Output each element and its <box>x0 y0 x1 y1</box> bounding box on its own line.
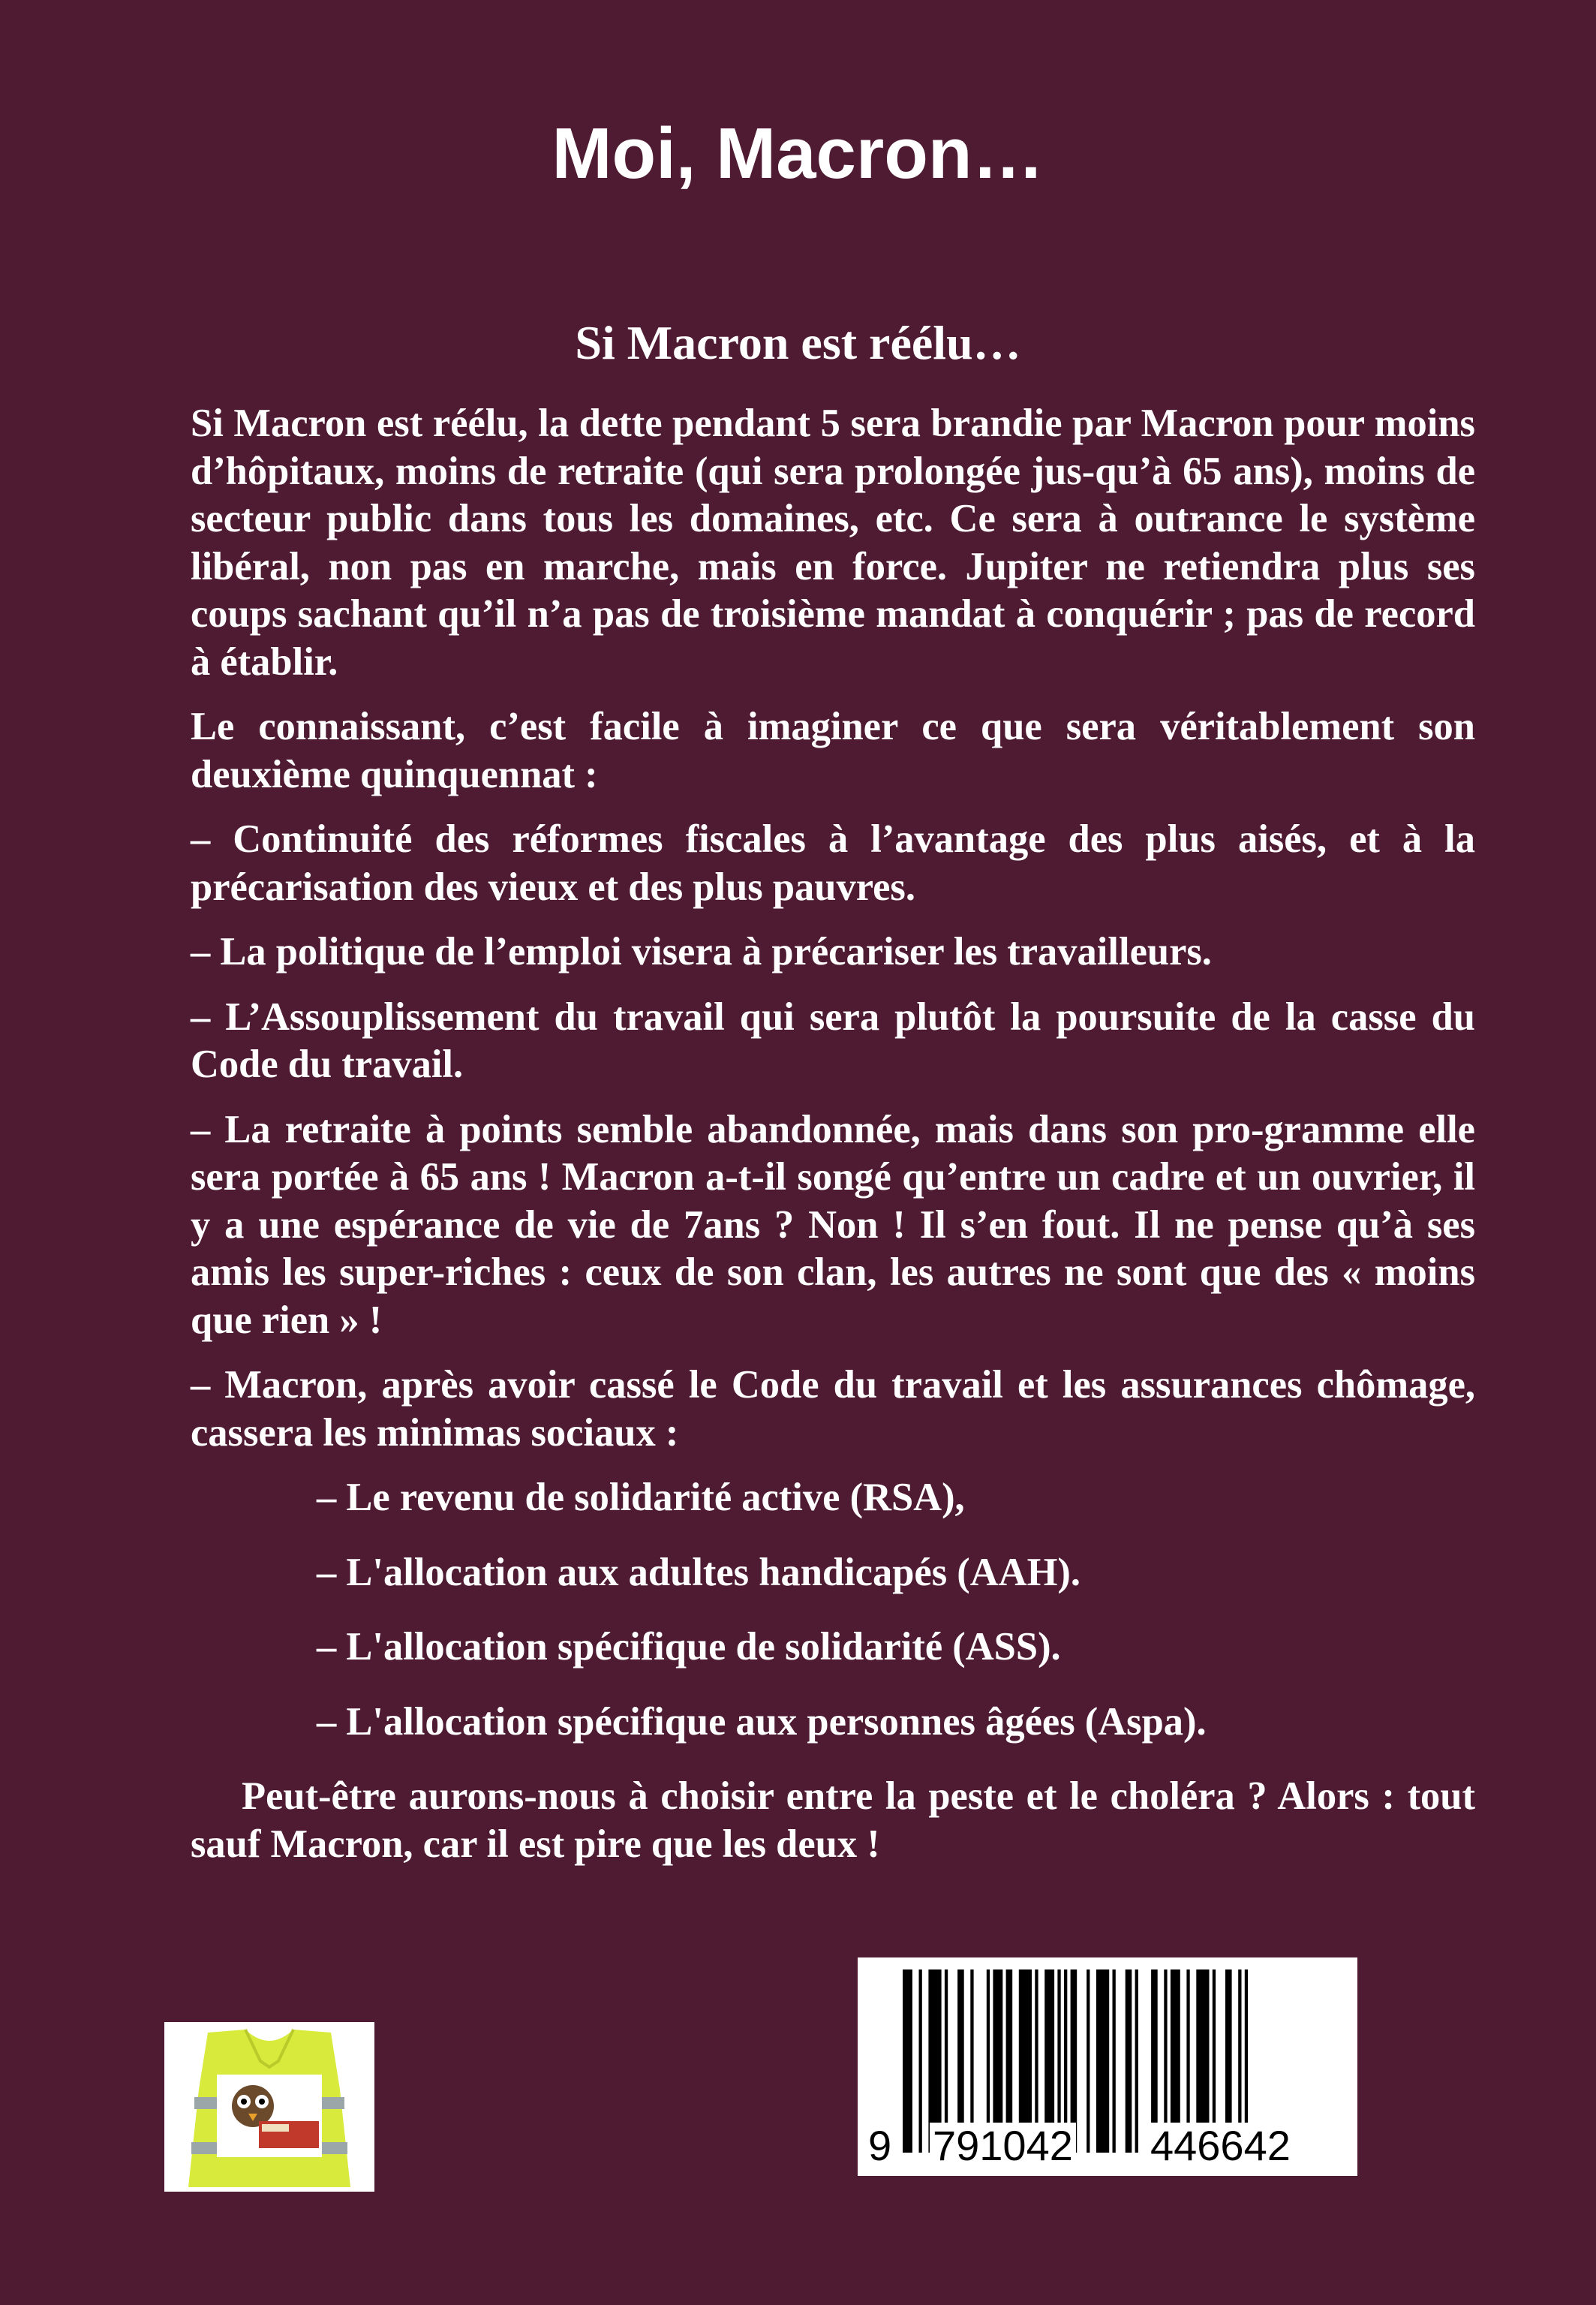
yellow-vest-logo-icon <box>164 2022 374 2192</box>
point-social-minima: – Macron, après avoir cassé le Code du travail et les assurances chômage, cassera les minimas sociaux : <box>191 1363 1475 1455</box>
barcode-digits-left: 791042 <box>930 2123 1076 2169</box>
barcode-bar <box>1087 1969 1090 2153</box>
lead-paragraph: Le connaissant, c’est facile à imaginer ce que sera véritablement son deuxième quinquennat : <box>191 705 1475 796</box>
point-retirement: – La retraite à points semble abandonnée, mais dans son pro-gramme elle sera portée à 65 ans ! Macron a-t-il songé qu’entre un cadre et un ouvrier, il y a une espérance de vie de 7ans ? Non ! Il s’en fout. Il ne pense qu’à ses amis les super-riches : ceux de son clan, les autres ne sont que des « moins que rien » ! <box>191 1107 1475 1342</box>
point-fiscal-reforms: – Continuité des réformes fiscales à l’avantage des plus aisés, et à la précarisation des vieux et des plus pauvres. <box>191 817 1475 909</box>
point-employment: – La politique de l’emploi visera à précariser les travailleurs. <box>191 930 1212 973</box>
barcode-digit-first: 9 <box>865 2123 894 2169</box>
point-labour-code: – L’Assouplissement du travail qui sera plutôt la poursuite de la casse du Code du travail. <box>191 995 1475 1086</box>
list-item-aah: – L'allocation aux adultes handicapés (AAH). <box>317 1550 1081 1594</box>
back-cover-text <box>191 400 1475 1868</box>
list-item-aspa: – L'allocation spécifique aux personnes âgées (Aspa). <box>317 1699 1207 1744</box>
barcode-digits-right: 446642 <box>1147 2123 1294 2169</box>
closing-paragraph: Peut-être aurons-nous à choisir entre la peste et le choléra ? Alors : tout sauf Macron, car il est pire que les deux ! <box>191 1774 1475 1866</box>
section-heading: Si Macron est réélu… <box>575 316 1021 369</box>
intro-paragraph: Si Macron est réélu, la dette pendant 5 sera brandie par Macron pour moins d’hôpitaux, moins de retraite (qui sera prolongée jus-qu’à 65 ans), moins de secteur public dans tous les domaines, etc. Ce sera à outrance le système libéral, non pas en marche, mais en force. Jupiter ne retiendra plus ses coups sachant qu’il n’a pas de troisième mandat à conquérir ; pas de record à établir. <box>191 402 1475 684</box>
barcode-bar <box>903 1969 912 2153</box>
list-item-ass: – L'allocation spécifique de solidarité (ASS). <box>317 1625 1061 1669</box>
barcode-bar <box>1126 1969 1132 2153</box>
list-item-rsa: – Le revenu de solidarité active (RSA), <box>317 1476 965 1519</box>
barcode-bar <box>1113 1969 1116 2153</box>
book-title: Moi, Macron… <box>552 113 1044 194</box>
barcode-bar <box>1135 1969 1138 2153</box>
barcode-bar <box>919 1969 922 2153</box>
ean-barcode-icon <box>858 1957 1357 2176</box>
barcode-bar <box>1096 1969 1109 2153</box>
